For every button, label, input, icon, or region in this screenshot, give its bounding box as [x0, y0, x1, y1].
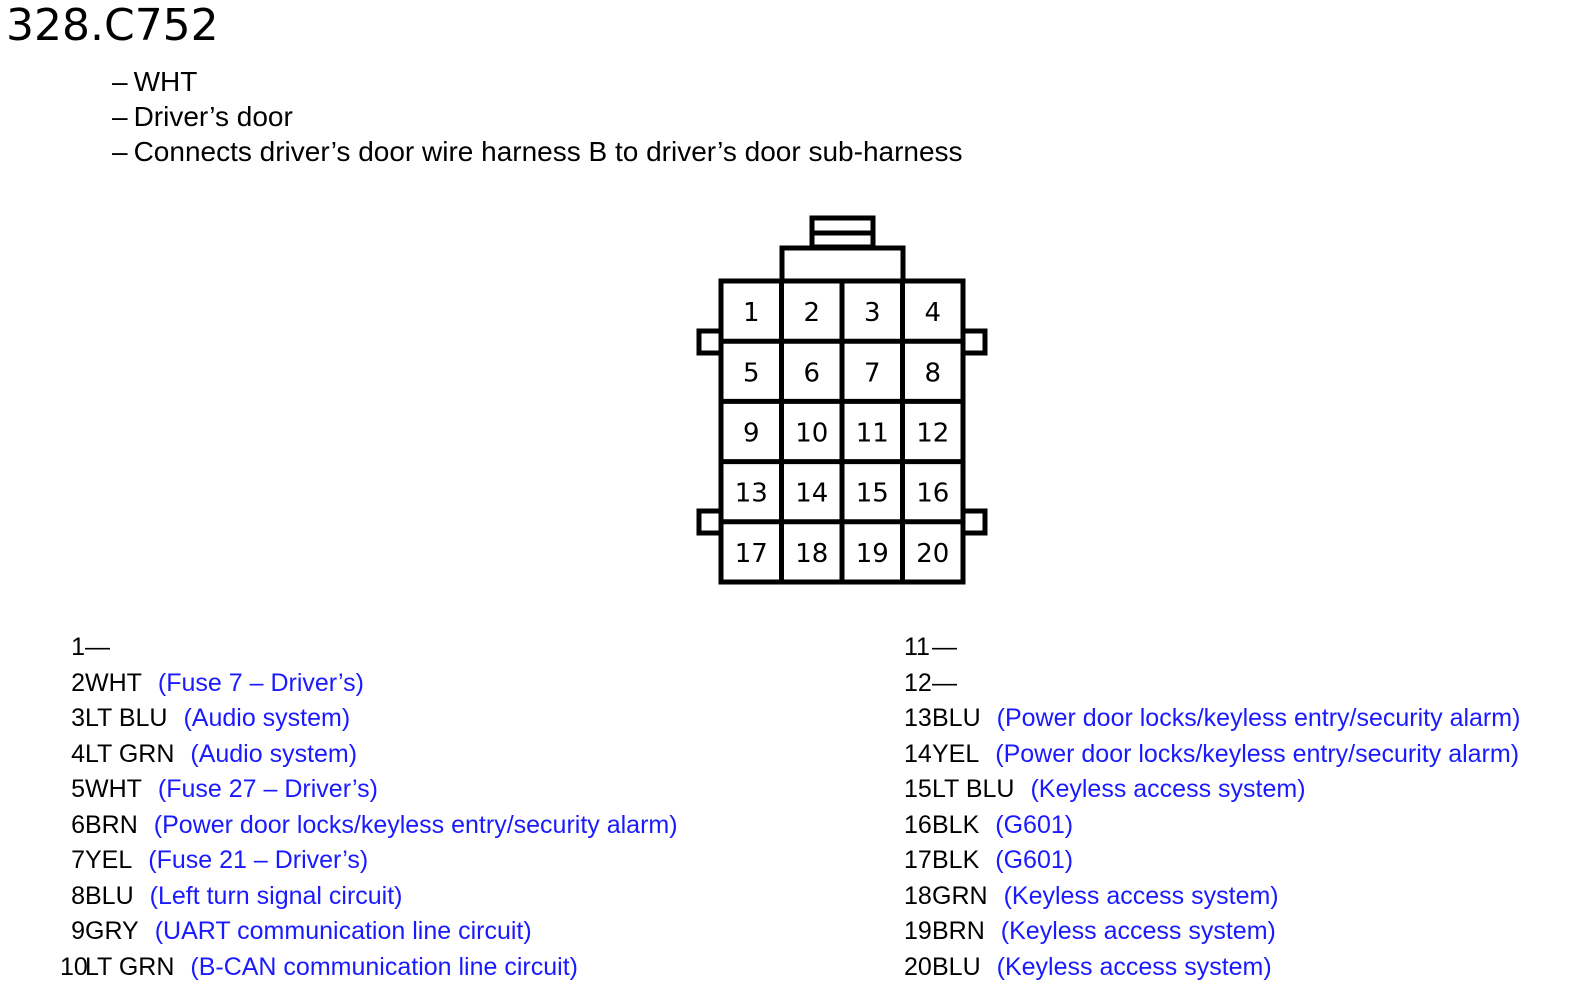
pin-row-4 [60, 737, 678, 773]
connector-side-tab-upper-right [963, 331, 985, 353]
wire-color: YEL [85, 846, 133, 874]
pin-row-7 [60, 843, 678, 879]
wire-color: YEL [932, 739, 980, 768]
pin-row-18 [904, 879, 1520, 915]
pin-number: 10 [60, 952, 88, 981]
wire-color: LT GRN [85, 952, 175, 981]
note-dash: – [112, 136, 128, 167]
wire-color: BLU [932, 704, 981, 732]
note-dash: – [112, 66, 128, 97]
pin-number: 19 [904, 917, 932, 945]
pin-number: 1 [71, 633, 85, 661]
wire-color: BLK [932, 846, 980, 874]
circuit-description: (Power door locks/keyless entry/security alarm) [995, 739, 1520, 768]
pin-list-right [904, 630, 1520, 985]
circuit-description: (G601) [995, 810, 1074, 839]
pin-row-14 [904, 737, 1520, 773]
pin-number: 12 [904, 668, 932, 697]
pin-row-19 [904, 914, 1520, 950]
pin-cell-2: 2 [803, 298, 821, 329]
pin-cell-19: 19 [855, 538, 889, 569]
pin-cell-6: 6 [803, 358, 821, 389]
pin-row-15 [904, 772, 1520, 808]
pin-cell-15: 15 [855, 478, 889, 509]
pin-row-11 [904, 630, 1520, 666]
wire-color: LT GRN [85, 739, 175, 768]
pin-number: 8 [71, 881, 85, 910]
circuit-description: (Keyless access system) [1000, 917, 1276, 945]
pin-row-6 [60, 808, 678, 844]
wire-color: LT BLU [932, 775, 1015, 803]
pin-cell-20: 20 [916, 538, 950, 569]
pin-cell-14: 14 [795, 478, 829, 509]
pin-cell-11: 11 [855, 418, 889, 449]
circuit-description: (Power door locks/keyless entry/security alarm) [153, 810, 678, 839]
pin-number: 11 [904, 633, 930, 661]
pin-row-5 [60, 772, 678, 808]
pin-row-13 [904, 701, 1520, 737]
pin-row-12 [904, 666, 1520, 702]
wire-color: GRY [85, 917, 139, 945]
circuit-description: (Fuse 27 – Driver’s) [157, 775, 378, 803]
circuit-description: (Keyless access system) [1030, 775, 1306, 803]
wire-color: BLK [932, 810, 980, 839]
wire-color: BLU [932, 952, 981, 981]
pin-number: 6 [71, 810, 85, 839]
note-text: Connects driver’s door wire harness B to driver’s door sub-harness [133, 136, 963, 167]
pin-row-9 [60, 914, 678, 950]
pin-number: 20 [904, 952, 932, 981]
circuit-description: (Keyless access system) [996, 952, 1272, 981]
pin-cell-3: 3 [863, 298, 881, 329]
circuit-description: (Fuse 21 – Driver’s) [148, 846, 369, 874]
note-dash: – [112, 101, 128, 132]
circuit-description: (UART communication line circuit) [154, 917, 532, 945]
pin-number: 14 [904, 739, 932, 768]
circuit-description: (B-CAN communication line circuit) [190, 952, 578, 981]
circuit-description: (Fuse 7 – Driver’s) [157, 668, 364, 697]
wire-color: WHT [85, 775, 142, 803]
circuit-description: (Left turn signal circuit) [149, 881, 403, 910]
pin-cell-4: 4 [924, 298, 942, 329]
pin-grid [721, 281, 963, 582]
pin-cell-18: 18 [795, 538, 829, 569]
note-text: WHT [133, 66, 198, 97]
pin-cell-17: 17 [734, 538, 768, 569]
pin-row-17 [904, 843, 1520, 879]
wire-color: GRN [932, 881, 988, 910]
circuit-description: (Power door locks/keyless entry/security alarm) [996, 704, 1521, 732]
pin-number: 18 [904, 881, 932, 910]
pin-row-10 [60, 950, 678, 986]
connector-side-tab-lower-right [963, 511, 985, 533]
note-text: Driver’s door [133, 101, 293, 132]
pin-list-left [60, 630, 678, 985]
pin-row-3 [60, 701, 678, 737]
pin-number: 17 [904, 846, 932, 874]
pin-number: 15 [904, 775, 932, 803]
wire-color: BLU [85, 881, 134, 910]
pin-cell-12: 12 [916, 418, 950, 449]
pin-cell-5: 5 [742, 358, 760, 389]
connector-latch-base [782, 248, 903, 281]
wire-color: — [85, 633, 110, 661]
pin-number: 13 [904, 704, 932, 732]
pin-number: 9 [71, 917, 85, 945]
pin-cell-13: 13 [734, 478, 768, 509]
wire-color: BRN [85, 810, 138, 839]
pin-cell-10: 10 [795, 418, 829, 449]
pin-cell-16: 16 [916, 478, 950, 509]
pin-number: 2 [71, 668, 85, 697]
pin-row-8 [60, 879, 678, 915]
pin-cell-8: 8 [924, 358, 942, 389]
pin-number: 16 [904, 810, 932, 839]
pin-number: 4 [71, 739, 85, 768]
connector-side-tab-upper-left [699, 331, 721, 353]
connector-title: 328.C752 [6, 0, 219, 51]
wire-color: WHT [85, 668, 142, 697]
wire-color: — [932, 633, 957, 661]
wire-color: BRN [932, 917, 985, 945]
circuit-description: (Keyless access system) [1003, 881, 1279, 910]
pin-number: 7 [71, 846, 85, 874]
pin-row-16 [904, 808, 1520, 844]
pin-cell-7: 7 [863, 358, 881, 389]
pin-cell-9: 9 [742, 418, 760, 449]
pin-cell-1: 1 [742, 298, 760, 329]
pin-number: 5 [71, 775, 85, 803]
circuit-description: (Audio system) [190, 739, 358, 768]
wire-color: LT BLU [85, 704, 168, 732]
circuit-description: (Audio system) [183, 704, 351, 732]
connector-side-tab-lower-left [699, 511, 721, 533]
pin-row-1 [60, 630, 678, 666]
wire-color: — [932, 668, 957, 697]
pin-number: 3 [71, 704, 85, 732]
pin-row-2 [60, 666, 678, 702]
pin-row-20 [904, 950, 1520, 986]
circuit-description: (G601) [995, 846, 1074, 874]
